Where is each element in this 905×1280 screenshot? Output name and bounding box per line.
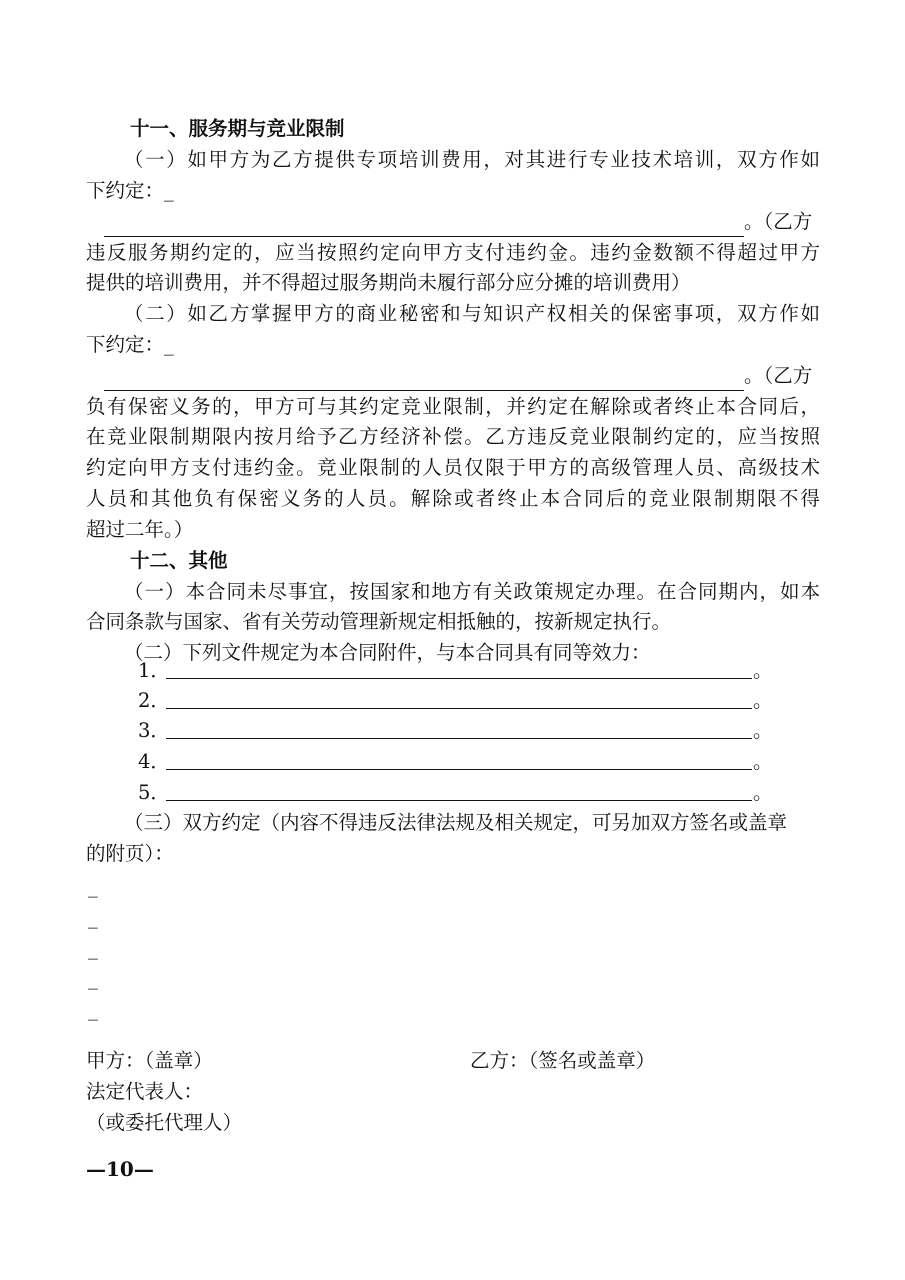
section-12-title: 十二、其他 bbox=[130, 549, 228, 572]
attachment-blank[interactable] bbox=[166, 747, 752, 770]
confidentiality-agreement-blank[interactable] bbox=[104, 369, 744, 391]
legal-representative: 法定代表人： bbox=[86, 1080, 204, 1103]
party-b-signature: 乙方：（签名或盖章） bbox=[470, 1049, 656, 1072]
page-number: —10— bbox=[86, 1157, 154, 1181]
section-11-p2-line6: 约定向甲方支付违约金。竞业限制的人员仅限于甲方的高级管理人员、高级技术 bbox=[86, 456, 820, 479]
blank-mark[interactable]: _ bbox=[88, 875, 98, 898]
attachment-blank[interactable] bbox=[166, 686, 752, 709]
blank-mark[interactable]: _ bbox=[88, 998, 98, 1021]
section-11-p1-line1: （一）如甲方为乙方提供专项培训费用，对其进行专业技术培训，双方作如 bbox=[124, 148, 820, 171]
section-11-p2-line2: 下约定：_ bbox=[86, 333, 174, 356]
section-12-p3-line1: （三）双方约定（内容不得违反法律法规及相关规定，可另加双方签名或盖章 bbox=[124, 811, 788, 834]
section-11-p1-fill-row bbox=[104, 207, 812, 237]
blank-mark[interactable]: _ bbox=[88, 937, 98, 960]
attachment-end: 。 bbox=[753, 719, 773, 742]
blank-mark[interactable]: _ bbox=[88, 906, 98, 929]
section-12-p1-line2: 合同条款与国家、省有关劳动管理新规定相抵触的，按新规定执行。 bbox=[86, 610, 672, 633]
blank-mark[interactable]: _ bbox=[88, 967, 98, 990]
attachment-number: 3． bbox=[138, 719, 170, 742]
section-11-p2-line4: 负有保密义务的，甲方可与其约定竞业限制，并约定在解除或者终止本合同后， bbox=[86, 395, 820, 418]
attachment-number: 2． bbox=[138, 689, 170, 712]
party-a-seal: 甲方：（盖章） bbox=[86, 1049, 213, 1072]
attachment-number: 1． bbox=[138, 659, 170, 682]
section-11-p1-fill-end: 。（乙方 bbox=[744, 210, 813, 233]
attachment-end: 。 bbox=[753, 750, 773, 773]
section-11-p2-line8: 超过二年。） bbox=[86, 518, 194, 541]
attachment-blank[interactable] bbox=[166, 716, 752, 739]
authorized-agent: （或委托代理人） bbox=[86, 1111, 243, 1134]
section-11-p1-line2: 下约定：_ bbox=[86, 179, 174, 202]
attachment-number: 4． bbox=[138, 750, 170, 773]
section-11-p1-line5: 提供的培训费用，并不得超过服务期尚未履行部分应分摊的培训费用） bbox=[86, 271, 691, 294]
attachment-end: 。 bbox=[753, 781, 773, 804]
section-11-p2-line1: （二）如乙方掌握甲方的商业秘密和与知识产权相关的保密事项，双方作如 bbox=[124, 302, 820, 325]
section-11-p2-fill-row bbox=[104, 361, 812, 391]
section-12-p1-line1: （一）本合同未尽事宜，按国家和地方有关政策规定办理。在合同期内，如本 bbox=[124, 580, 820, 603]
attachment-end: 。 bbox=[753, 689, 773, 712]
section-11-p2-line5: 在竞业限制期限内按月给予乙方经济补偿。乙方违反竞业限制约定的，应当按照 bbox=[86, 425, 820, 448]
training-agreement-blank[interactable] bbox=[104, 215, 744, 237]
section-11-p2-line7: 人员和其他负有保密义务的人员。解除或者终止本合同后的竞业限制期限不得 bbox=[86, 487, 820, 510]
section-12-p2-line1: （二）下列文件规定为本合同附件，与本合同具有同等效力： bbox=[124, 641, 651, 664]
attachment-blank[interactable] bbox=[166, 656, 752, 679]
section-11-p1-line4: 违反服务期约定的，应当按照约定向甲方支付违约金。违约金数额不得超过甲方 bbox=[86, 241, 820, 264]
section-12-p3-line2: 的附页）： bbox=[86, 842, 174, 865]
section-11-p2-fill-end: 。（乙方 bbox=[744, 364, 813, 387]
attachment-end: 。 bbox=[753, 659, 773, 682]
attachment-blank[interactable] bbox=[166, 778, 752, 801]
section-11-title: 十一、服务期与竞业限制 bbox=[130, 117, 345, 140]
attachment-number: 5． bbox=[138, 781, 170, 804]
